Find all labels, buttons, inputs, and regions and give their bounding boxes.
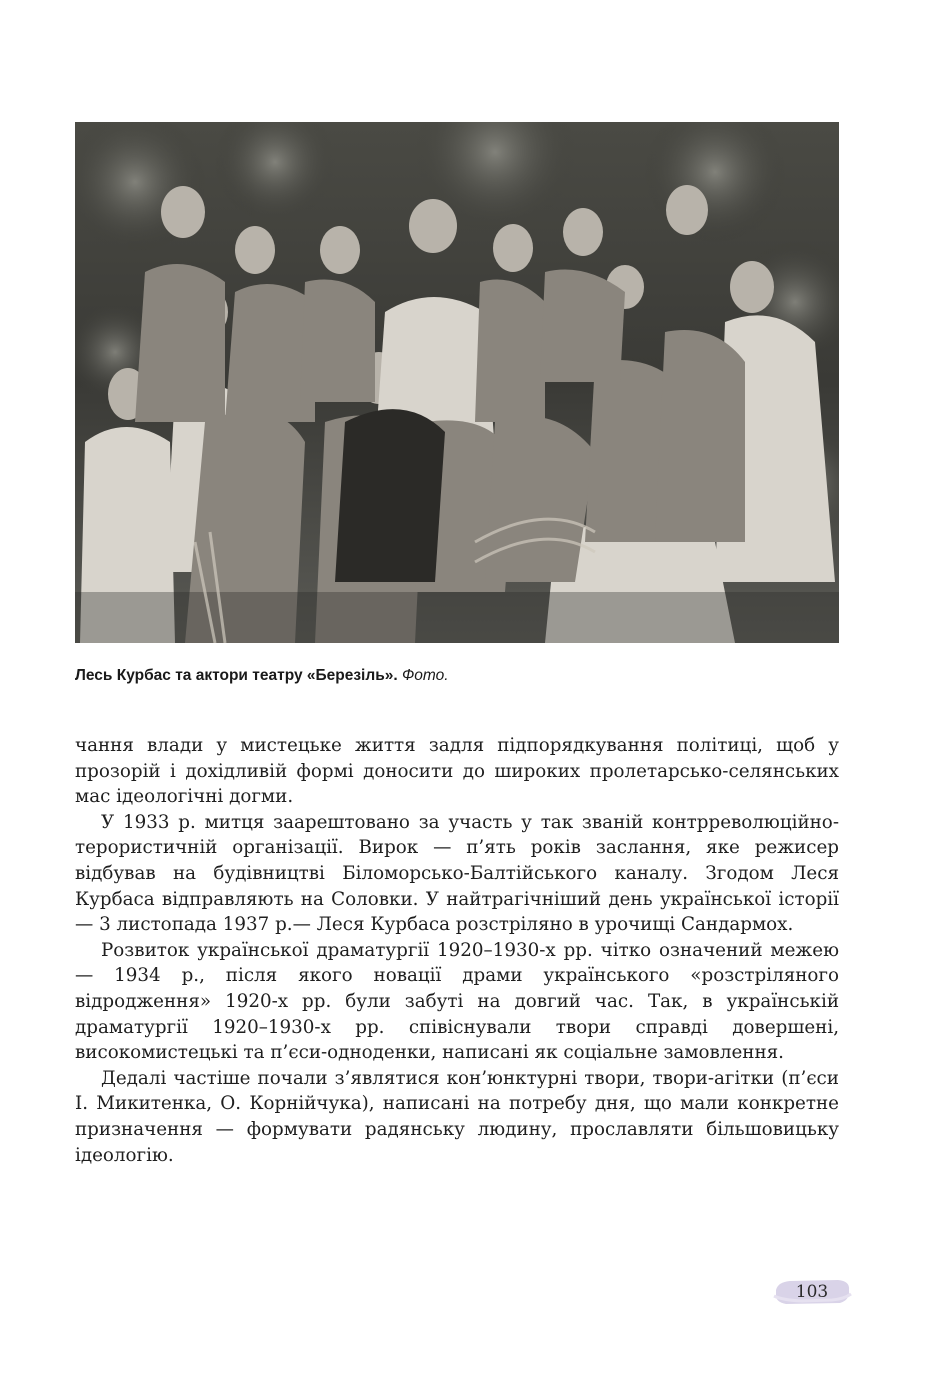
paragraph-4: Дедалі частіше почали з’являтися кон’юнктурні твори, твори-агітки (п’єси І. Микитенка, О. Корнійчука), написані на потребу дня, що мали конкретне призначення — формувати радянську людину, прославляти більшовицьку ідеологію. [75, 1067, 839, 1166]
caption-type: Фото. [401, 667, 449, 684]
page-number: 103 [795, 1282, 829, 1302]
paragraph-1: чання влади у мистецьке життя задля підпорядкування політиці, щоб у прозорій і дохідливій формі доносити до широких пролетарсько-селянських мас ідеологічні догми. [75, 735, 839, 808]
paragraph-2: У 1933 р. митця заарештовано за участь у так званій контрреволюційно-терористичній організації. Вирок — п’ять років заслання, яке режисер відбував на будівництві Біломорсько-Балтійського каналу. Згодом Леся Курбаса відправляють на Соловки. У найтрагічніший день української історії — 3 листопада 1937 р.— Леся Курбаса розстріляно в урочищі Сандармох. [75, 811, 839, 936]
paragraph-3: Розвиток української драматургії 1920–1930-х рр. чітко означений межею — 1934 р., після якого новації драми українського «розстріляного відродження» 1920-х рр. були забуті на довгий час. Так, в українській драматургії 1920–1930-х рр. співіснували твори справді довершені, високомистецькі та п’єси-одноденки, написані як соціальне замовлення. [75, 939, 839, 1064]
body-text [75, 733, 839, 1168]
caption-title: Лесь Курбас та актори театру «Березіль». [75, 667, 398, 684]
photo-caption [75, 667, 855, 685]
page-number-badge [772, 1276, 852, 1308]
group-photo-image [75, 122, 839, 643]
photo-graphic [75, 122, 839, 643]
